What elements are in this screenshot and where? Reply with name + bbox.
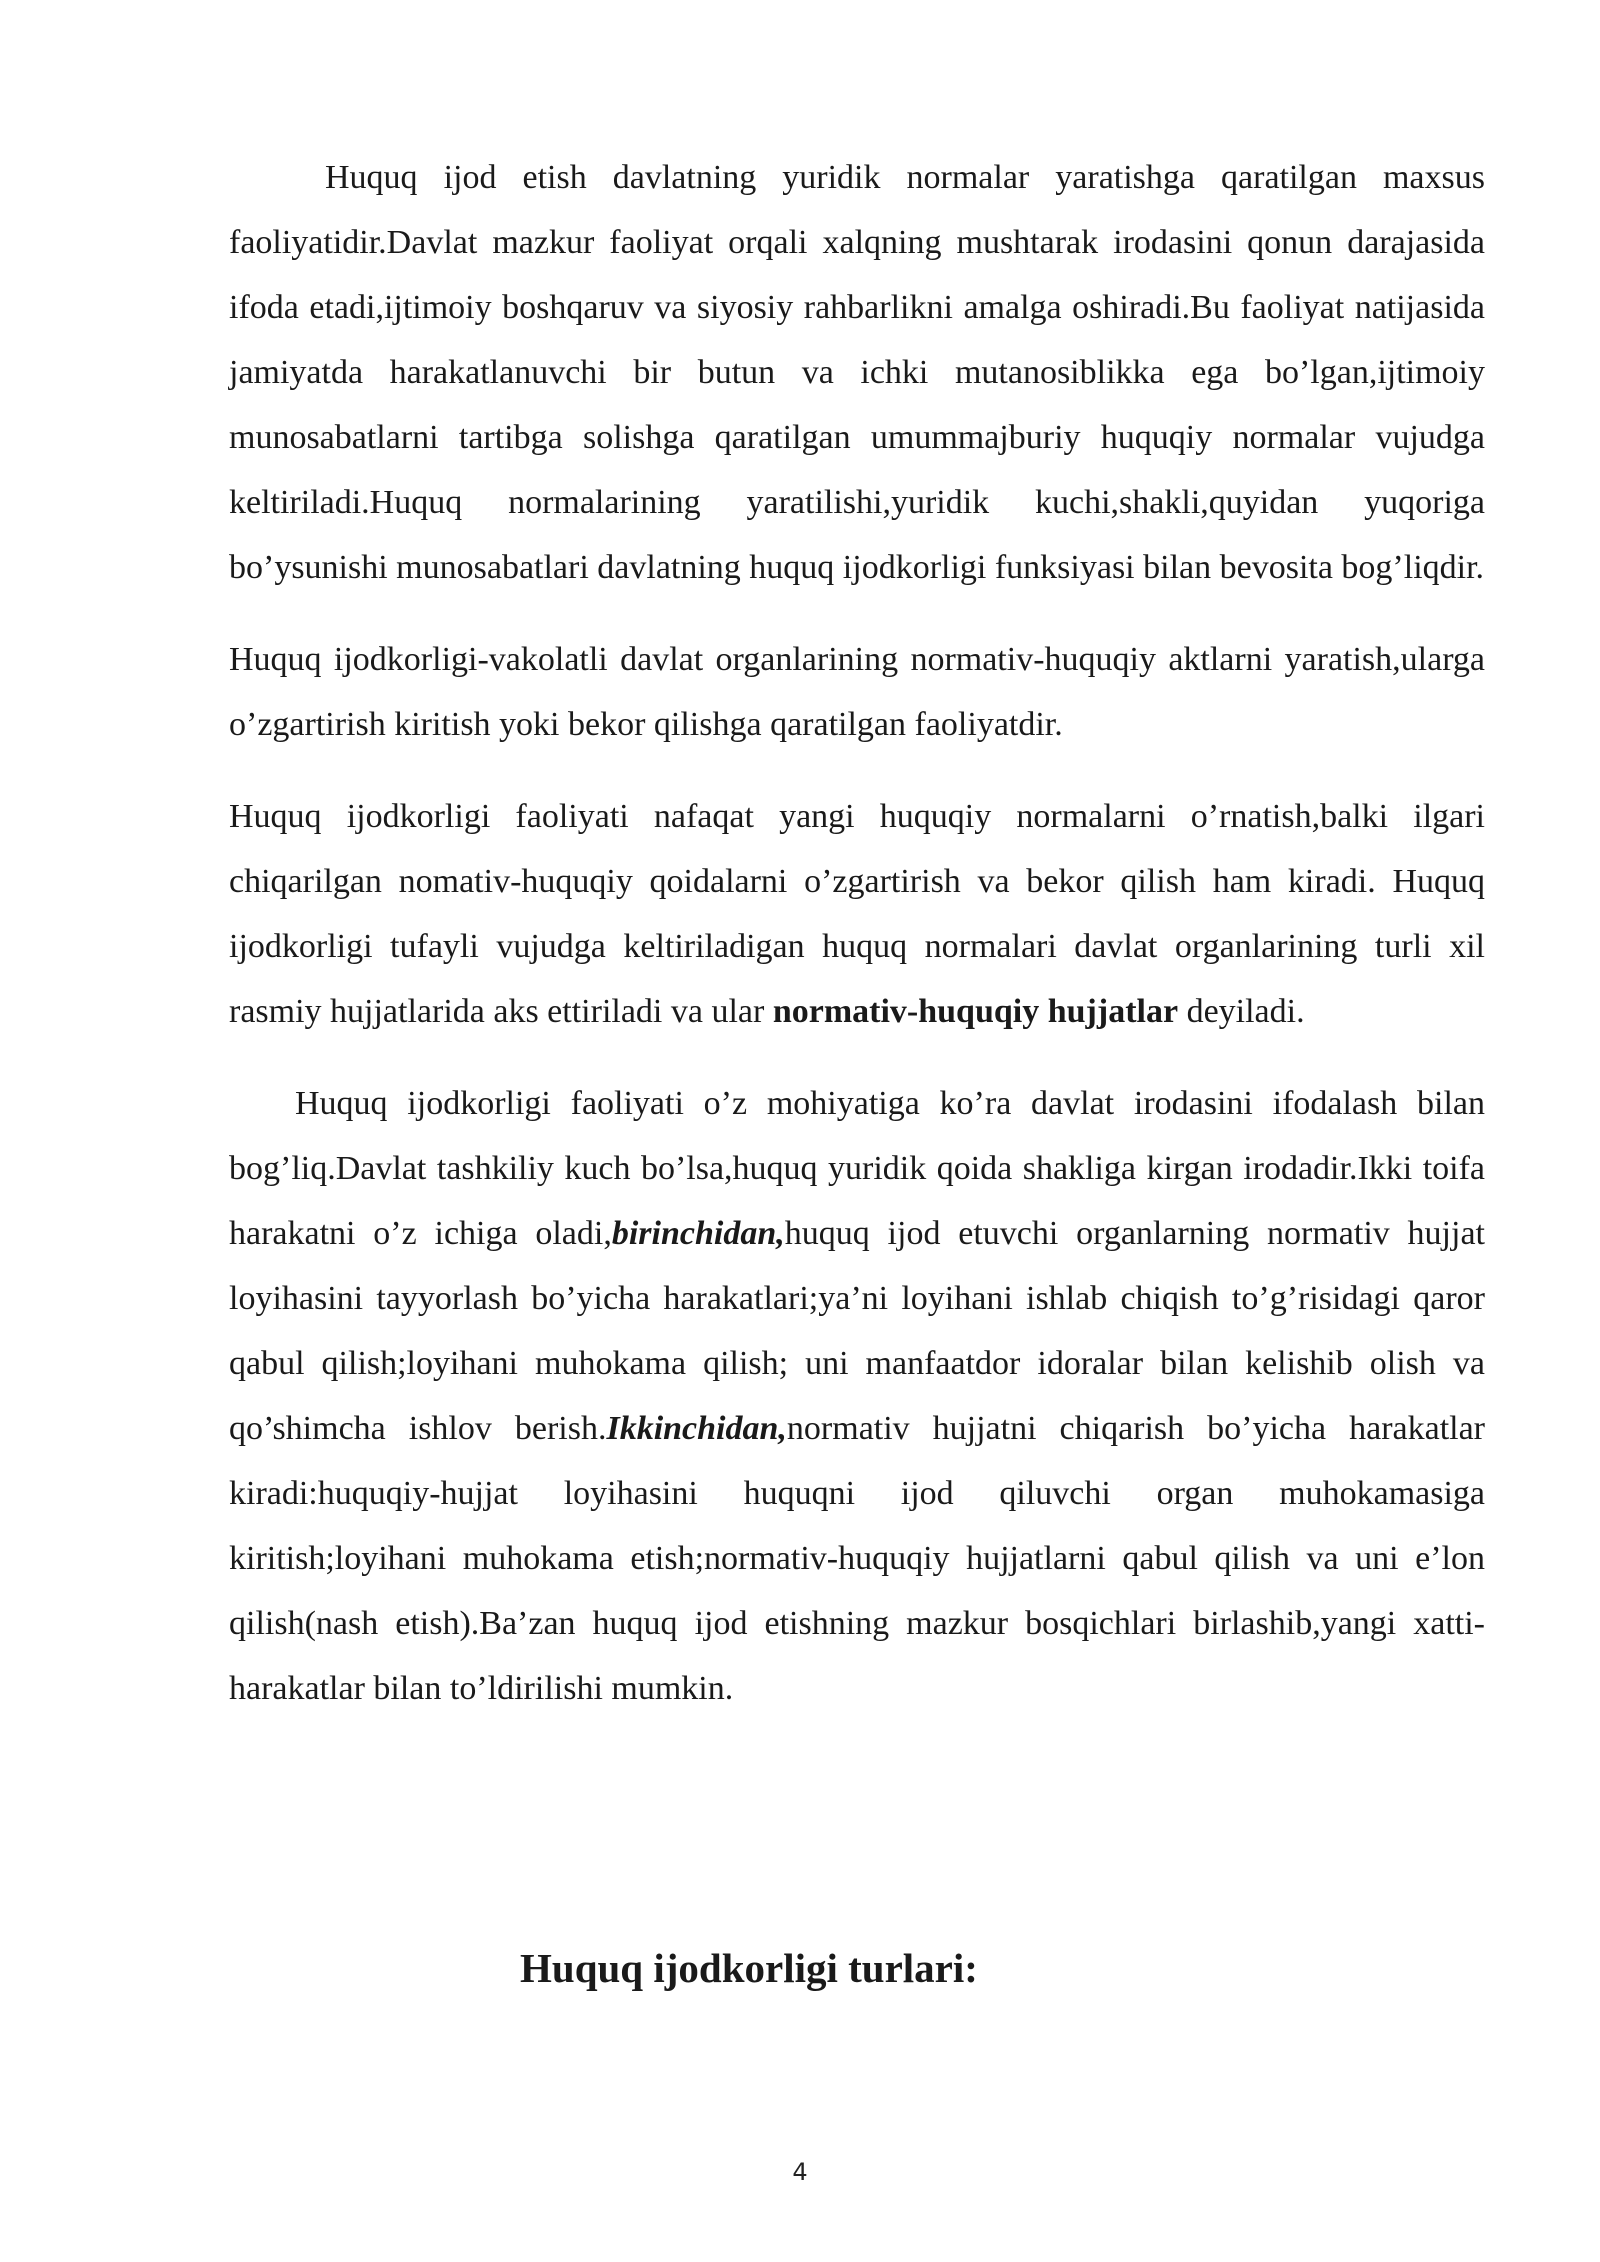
paragraph-4-text-b: huquq ijod etuvchi organlarning normativ hujjat loyihasini tayyorlash bo’yicha harakatlari;ya’ni loyihani ishlab chiqish to’g’risidagi qaror qabul qilish;loyihani muhokama qilish; uni manfaatdor idoralar bilan kelishib olish va qo’shimcha ishlov berish.: [229, 1215, 1485, 1447]
document-body: [229, 145, 1485, 1721]
page-number: 4: [792, 2158, 808, 2186]
paragraph-3: [229, 784, 1485, 1044]
emphasis-ikkinchidan: Ikkinchidan,: [606, 1410, 787, 1447]
section-heading: Huquq ijodkorligi turlari:: [520, 1945, 978, 1991]
paragraph-1: [229, 145, 1485, 600]
paragraph-2: [229, 627, 1485, 757]
paragraph-2-text: Huquq ijodkorligi-vakolatli davlat organlarining normativ-huquqiy aktlarni yaratish,ularga o’zgartirish kiritish yoki bekor qilishga qaratilgan faoliyatdir.: [229, 641, 1485, 743]
paragraph-3-text-a: Huquq ijodkorligi faoliyati nafaqat yangi huquqiy normalarni o’rnatish,balki ilgari chiqarilgan nomativ-huquqiy qoidalarni o’zgartirish va bekor qilish ham kiradi. Huquq ijodkorligi tufayli vujudga keltiriladigan huquq normalari davlat organlarining turli xil rasmiy hujjatlarida aks ettiriladi va ular: [229, 798, 1485, 1030]
paragraph-1-text: Huquq ijod etish davlatning yuridik normalar yaratishga qaratilgan maxsus faoliyatidir.Davlat mazkur faoliyat orqali xalqning mushtarak irodasini qonun darajasida ifoda etadi,ijtimoiy boshqaruv va siyosiy rahbarlikni amalga oshiradi.Bu faoliyat natijasida jamiyatda harakatlanuvchi bir butun va ichki mutanosiblikka ega bo’lgan,ijtimoiy munosabatlarni tartibga solishga qaratilgan umummajburiy huquqiy normalar vujudga keltiriladi.Huquq normalarining yaratilishi,yuridik kuchi,shakli,quyidan yuqoriga bo’ysunishi munosabatlari davlatning huquq ijodkorligi funksiyasi bilan bevosita bog’liqdir.: [229, 159, 1485, 586]
emphasis-birinchidan: birinchidan,: [611, 1215, 785, 1252]
bold-term-normativ-huquqiy-hujjatlar: normativ-huquqiy hujjatlar: [772, 993, 1179, 1030]
paragraph-4-text-a: Huquq ijodkorligi faoliyati o’z mohiyatiga ko’ra davlat irodasini ifodalash bilan bog’liq.Davlat tashkiliy kuch bo’lsa,huquq yuridik qoida shakliga kirgan irodadir.Ikki toifa harakatni o’z ichiga oladi,: [229, 1085, 1485, 1252]
paragraph-4: [229, 1071, 1485, 1721]
paragraph-4-text-c: normativ hujjatni chiqarish bo’yicha harakatlar kiradi:huquqiy-hujjat loyihasini huquqni ijod qiluvchi organ muhokamasiga kiritish;loyihani muhokama etish;normativ-huquqiy hujjatlarni qabul qilish va uni e’lon qilish(nash etish).Ba’zan huquq ijod etishning mazkur bosqichlari birlashib,yangi xatti-harakatlar bilan to’ldirilishi mumkin.: [229, 1410, 1486, 1707]
paragraph-3-text-b: deyiladi.: [1178, 993, 1305, 1030]
